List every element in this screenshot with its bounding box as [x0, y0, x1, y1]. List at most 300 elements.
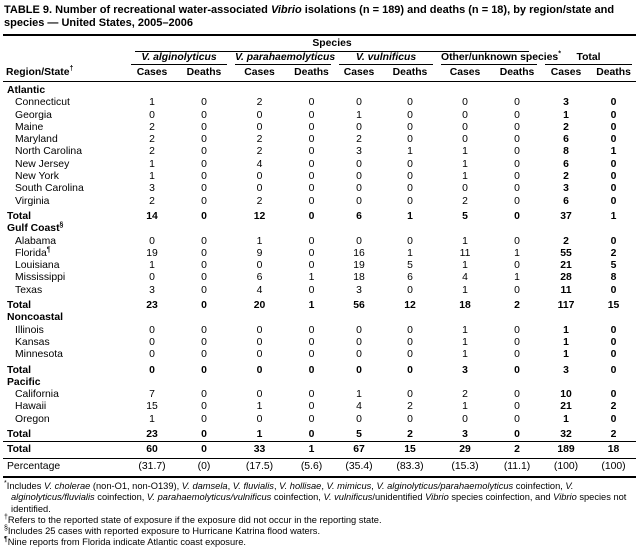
group-label: Other/unknown species [441, 52, 559, 63]
footnote-text: Includes 25 cases with reported exposure to Hurricane Katrina flood waters. [7, 526, 321, 537]
section-total-value: 23 [146, 429, 158, 441]
value-cell: 0 [514, 349, 520, 361]
section-total-value: 2 [610, 429, 617, 441]
value-cell: 1 [149, 171, 155, 183]
grand-total-row [3, 442, 636, 458]
value-cell: 0 [201, 235, 207, 247]
value-cell: 2 [356, 134, 362, 146]
percentage-value: (83.3) [383, 458, 437, 477]
value-cell: 0 [514, 324, 520, 336]
cases-header: Cases [231, 65, 288, 82]
value-cell: 0 [201, 324, 207, 336]
grand-total-value: 189 [541, 442, 591, 458]
value-cell: 0 [308, 235, 315, 247]
value-cell: 0 [308, 413, 315, 425]
section-total-value: 23 [146, 300, 158, 312]
state-name: South Carolina [15, 183, 84, 195]
footnote-text: Vibrio [553, 492, 577, 503]
grand-total-value: 1 [288, 442, 335, 458]
footnote-marker: * [558, 50, 561, 58]
total-value-cell: 0 [610, 336, 617, 348]
value-cell: 1 [462, 158, 468, 170]
value-cell: 0 [201, 183, 207, 195]
total-value-cell: 0 [610, 195, 617, 207]
value-cell: 0 [256, 171, 263, 183]
footnote [4, 526, 636, 537]
empty-cell [3, 52, 127, 65]
deaths-header: Deaths [591, 65, 636, 82]
footnote-text: coinfection, [94, 492, 147, 503]
value-cell: 0 [407, 235, 413, 247]
state-name: Illinois [15, 324, 44, 336]
value-cell: 0 [308, 109, 315, 121]
section-total-label: Total [7, 210, 32, 222]
value-cell: 1 [149, 260, 155, 272]
value-cell: 0 [256, 121, 263, 133]
footnote [4, 481, 636, 515]
grand-total-value: 18 [591, 442, 636, 458]
state-row [3, 146, 636, 158]
value-cell: 3 [356, 146, 362, 158]
value-cell: 0 [514, 401, 520, 413]
deaths-header: Deaths [493, 65, 541, 82]
percentage-value: (17.5) [231, 458, 288, 477]
value-cell: 0 [201, 260, 207, 272]
section-total-value: 0 [201, 364, 207, 376]
section-total-value: 56 [353, 300, 365, 312]
group-label: V. vulnificus [355, 52, 417, 63]
value-cell: 0 [356, 171, 362, 183]
value-cell: 0 [201, 272, 207, 284]
value-cell: 15 [146, 401, 158, 413]
empty-corner-cell [3, 38, 127, 52]
footnote-text: V. damsela [181, 480, 228, 491]
value-cell: 0 [356, 158, 362, 170]
state-row [3, 110, 636, 122]
section-total-row [3, 297, 636, 312]
section-total-value: 3 [563, 364, 569, 376]
value-cell: 0 [149, 324, 155, 336]
value-cell: 0 [407, 336, 413, 348]
section-total-label: Total [7, 364, 32, 376]
value-cell: 1 [256, 401, 263, 413]
section-total-value: 0 [201, 429, 207, 441]
footnote-text: species coinfection, and [448, 492, 554, 503]
value-cell: 0 [407, 158, 413, 170]
state-row [3, 414, 636, 426]
section-total-value: 3 [462, 364, 468, 376]
section-name: Atlantic [7, 85, 46, 96]
table-head [3, 38, 636, 82]
value-cell: 0 [407, 109, 413, 121]
section-total-value: 2 [407, 429, 413, 441]
species-label: Species [135, 38, 529, 52]
value-cell: 0 [514, 413, 520, 425]
footnote-text: V. parahaemolyticus/vulnificus [146, 492, 272, 503]
state-name: Mississippi [15, 272, 66, 284]
value-cell: 0 [462, 413, 468, 425]
value-cell: 0 [149, 272, 155, 284]
grand-total-label: Total [3, 442, 127, 458]
value-cell: 1 [308, 272, 315, 284]
footnote-marker: § [4, 525, 8, 532]
total-value-cell: 2 [563, 235, 569, 247]
value-cell: 1 [462, 324, 468, 336]
percentage-value: (11.1) [493, 458, 541, 477]
section-total-value: 0 [308, 364, 315, 376]
percentage-value: (5.6) [288, 458, 335, 477]
state-row [3, 285, 636, 297]
value-cell: 2 [462, 389, 468, 401]
section-total-value: 6 [356, 210, 362, 222]
grand-total-value: 0 [177, 442, 231, 458]
value-cell: 2 [462, 195, 468, 207]
value-cell: 4 [462, 272, 468, 284]
cases-header: Cases [335, 65, 383, 82]
value-cell: 0 [407, 324, 413, 336]
percentage-value: (15.3) [437, 458, 493, 477]
section-total-value: 0 [514, 429, 520, 441]
value-cell: 0 [201, 97, 207, 109]
section-total-value: 5 [462, 210, 468, 222]
total-value-cell: 0 [610, 324, 617, 336]
percentage-value: (31.7) [127, 458, 177, 477]
value-cell: 0 [407, 134, 413, 146]
value-cell: 0 [308, 260, 315, 272]
value-cell: 0 [356, 195, 362, 207]
state-name: Virginia [15, 195, 50, 207]
group-other-unknown [437, 50, 561, 65]
total-value-cell: 2 [563, 121, 569, 133]
value-cell: 0 [201, 336, 207, 348]
value-cell: 0 [356, 183, 362, 195]
value-cell: 2 [149, 195, 155, 207]
state-row [3, 134, 636, 146]
state-row [3, 183, 636, 195]
value-cell: 0 [356, 121, 362, 133]
footnote-text: /unidentified [372, 492, 426, 503]
value-cell: 0 [308, 97, 315, 109]
total-value-cell: 8 [563, 146, 569, 158]
footnote-text: Includes [6, 480, 44, 491]
value-cell: 1 [514, 247, 520, 259]
value-cell: 2 [256, 195, 263, 207]
grand-total-value: 2 [493, 442, 541, 458]
percentage-label: Percentage [3, 458, 127, 477]
group-header-row [3, 52, 636, 65]
value-cell: 0 [407, 97, 413, 109]
state-row [3, 159, 636, 171]
value-cell: 0 [514, 235, 520, 247]
value-cell: 2 [256, 146, 263, 158]
table-title [3, 3, 636, 36]
section-total-value: 18 [459, 300, 471, 312]
section-total-value: 0 [308, 210, 315, 222]
value-cell: 0 [256, 336, 263, 348]
state-name: New Jersey [15, 158, 70, 170]
total-value-cell: 2 [563, 171, 569, 183]
title-text: Vibrio [270, 4, 302, 16]
footnote-marker: § [59, 221, 64, 229]
value-cell: 0 [201, 349, 207, 361]
value-cell: 1 [462, 235, 468, 247]
value-cell: 0 [308, 389, 315, 401]
value-cell: 0 [201, 413, 207, 425]
value-cell: 0 [407, 183, 413, 195]
state-row [3, 122, 636, 134]
section-total-value: 1 [256, 429, 263, 441]
total-value-cell: 0 [610, 284, 617, 296]
value-cell: 0 [201, 134, 207, 146]
footnote-text: Refers to the reported state of exposure if the exposure did not occur in the reporting state. [7, 514, 382, 525]
value-cell: 0 [462, 109, 468, 121]
total-value-cell: 1 [563, 109, 569, 121]
value-cell: 0 [308, 247, 315, 259]
section-total-value: 37 [560, 210, 572, 222]
total-value-cell: 0 [610, 109, 617, 121]
value-cell: 6 [256, 272, 263, 284]
section-total-value: 14 [146, 210, 158, 222]
species-header [127, 38, 541, 52]
footnote [4, 537, 636, 548]
section-header-row [3, 223, 636, 235]
total-value-cell: 28 [560, 272, 572, 284]
value-cell: 0 [514, 195, 520, 207]
total-value-cell: 0 [610, 121, 617, 133]
value-cell: 0 [201, 195, 207, 207]
section-total-row [3, 208, 636, 223]
total-value-cell: 1 [563, 349, 569, 361]
value-cell: 1 [462, 401, 468, 413]
value-cell: 0 [308, 171, 315, 183]
value-cell: 0 [407, 349, 413, 361]
value-cell: 0 [149, 336, 155, 348]
footnote-text: Vibrio [425, 492, 449, 503]
total-value-cell: 1 [563, 336, 569, 348]
value-cell: 0 [201, 171, 207, 183]
value-cell: 0 [201, 158, 207, 170]
value-cell: 0 [149, 349, 155, 361]
footnote-text: V. hollisae [279, 480, 322, 491]
value-cell: 3 [356, 284, 362, 296]
value-cell: 0 [514, 260, 520, 272]
value-cell: 0 [356, 349, 362, 361]
value-cell: 0 [256, 109, 263, 121]
footnote-text: , [273, 480, 280, 491]
footnote-text: coinfection, [513, 480, 566, 491]
value-cell: 0 [356, 413, 362, 425]
value-cell: 19 [146, 247, 158, 259]
footnote-text: Nine reports from Florida indicate Atlantic coast exposure. [7, 537, 246, 548]
value-cell: 0 [308, 401, 315, 413]
value-cell: 0 [308, 146, 315, 158]
value-cell: 0 [407, 284, 413, 296]
footnote-text: species not identified. [11, 492, 627, 514]
section-name: Noncoastal [7, 312, 64, 324]
state-row [3, 248, 636, 260]
value-cell: 0 [356, 97, 362, 109]
state-row [3, 196, 636, 208]
state-name: Oregon [15, 413, 50, 425]
value-cell: 0 [256, 413, 263, 425]
state-name: Minnesota [15, 349, 63, 361]
total-value-cell: 0 [610, 389, 617, 401]
value-cell: 1 [407, 247, 413, 259]
state-row [3, 97, 636, 109]
value-cell: 0 [201, 109, 207, 121]
state-name: Connecticut [15, 97, 70, 109]
section-total-value: 12 [253, 210, 266, 222]
state-row [3, 272, 636, 284]
value-cell: 1 [149, 158, 155, 170]
value-cell: 0 [308, 158, 315, 170]
state-name: Maine [15, 121, 44, 133]
section-total-label: Total [7, 300, 32, 312]
group-label: V. parahaemolyticus [235, 52, 336, 63]
value-cell: 0 [462, 121, 468, 133]
footnote-marker: † [69, 65, 74, 73]
value-cell: 2 [256, 134, 263, 146]
section-total-value: 0 [308, 429, 315, 441]
grand-total-value: 33 [231, 442, 288, 458]
total-value-cell: 0 [610, 171, 617, 183]
state-row [3, 325, 636, 337]
group-label: Total [576, 52, 601, 63]
value-cell: 1 [356, 109, 362, 121]
value-cell: 0 [462, 97, 468, 109]
value-cell: 1 [256, 235, 263, 247]
value-cell: 0 [514, 121, 520, 133]
value-cell: 0 [514, 336, 520, 348]
value-cell: 0 [308, 183, 315, 195]
value-cell: 0 [308, 134, 315, 146]
section-name: Pacific [7, 376, 41, 388]
total-value-cell: 0 [610, 158, 617, 170]
value-cell: 6 [407, 272, 413, 284]
value-cell: 11 [459, 247, 471, 259]
section-total-value: 3 [462, 429, 468, 441]
cases-header: Cases [541, 65, 591, 82]
state-name: Alabama [15, 235, 57, 247]
value-cell: 4 [356, 401, 362, 413]
value-cell: 0 [256, 389, 263, 401]
value-cell: 1 [462, 336, 468, 348]
total-value-cell: 3 [563, 183, 569, 195]
footnote-text: (non-O1, non-O139), [90, 480, 182, 491]
value-cell: 0 [514, 389, 520, 401]
value-cell: 0 [514, 171, 520, 183]
total-value-cell: 2 [610, 401, 617, 413]
value-cell: 4 [256, 158, 263, 170]
value-cell: 0 [514, 146, 520, 158]
section-header-row [3, 82, 636, 98]
state-row [3, 401, 636, 413]
section-total-value: 20 [253, 300, 266, 312]
footnote-marker: ¶ [4, 536, 8, 544]
cases-header: Cases [127, 65, 177, 82]
value-cell: 0 [514, 134, 520, 146]
value-cell: 0 [514, 97, 520, 109]
value-cell: 1 [462, 146, 468, 158]
value-cell: 0 [407, 413, 413, 425]
value-cell: 0 [149, 109, 155, 121]
value-cell: 1 [462, 171, 468, 183]
section-total-value: 1 [308, 300, 315, 312]
total-value-cell: 0 [610, 183, 617, 195]
total-value-cell: 1 [563, 324, 569, 336]
footnote-text: , [321, 480, 327, 491]
section-total-value: 15 [607, 300, 620, 312]
value-cell: 0 [514, 109, 520, 121]
state-name: Texas [15, 284, 43, 296]
value-cell: 0 [308, 195, 315, 207]
footnote-text: coinfection, [271, 492, 324, 503]
section-total-value: 2 [514, 300, 520, 312]
footnote-text: V. alginolyticus/fluvialis [11, 480, 574, 503]
total-value-cell: 21 [560, 401, 572, 413]
percentage-value: (100) [541, 458, 591, 477]
total-value-cell: 0 [610, 134, 617, 146]
section-total-value: 12 [404, 300, 416, 312]
cases-header: Cases [437, 65, 493, 82]
footnote-text: V. cholerae [43, 480, 91, 491]
group-vulnificus [335, 52, 437, 65]
total-value-cell: 0 [610, 235, 617, 247]
total-value-cell: 5 [610, 260, 617, 272]
total-value-cell: 6 [563, 134, 569, 146]
value-cell: 0 [308, 349, 315, 361]
value-cell: 0 [462, 183, 468, 195]
value-cell: 0 [201, 389, 207, 401]
section-total-row [3, 362, 636, 377]
value-cell: 1 [462, 260, 468, 272]
total-value-cell: 1 [563, 413, 569, 425]
value-cell: 0 [256, 349, 263, 361]
state-name: California [15, 389, 59, 401]
value-cell: 1 [149, 97, 155, 109]
section-header-row [3, 312, 636, 324]
footnote-marker: † [4, 513, 8, 521]
state-name: Maryland [15, 134, 58, 146]
value-cell: 1 [356, 389, 362, 401]
section-total-value: 0 [256, 364, 263, 376]
value-cell: 0 [256, 183, 263, 195]
footnote-text: , [371, 480, 377, 491]
value-cell: 0 [201, 284, 207, 296]
section-total-row [3, 426, 636, 442]
group-alginolyticus [127, 52, 231, 65]
empty-cell-above-total [541, 38, 636, 52]
species-span-row [3, 38, 636, 52]
value-cell: 0 [356, 336, 362, 348]
section-total-value: 0 [514, 210, 520, 222]
section-total-value: 0 [407, 364, 413, 376]
value-cell: 0 [308, 324, 315, 336]
state-name: Hawaii [15, 401, 47, 413]
group-parahaemolyticus [231, 52, 335, 65]
value-cell: 0 [256, 260, 263, 272]
state-row [3, 349, 636, 361]
grand-total-value: 15 [383, 442, 437, 458]
value-cell: 0 [514, 284, 520, 296]
section-total-label: Total [7, 429, 32, 441]
value-cell: 2 [256, 97, 263, 109]
total-value-cell: 0 [610, 413, 617, 425]
value-cell: 3 [149, 183, 155, 195]
state-name: Florida¶ [15, 246, 51, 259]
value-cell: 0 [356, 235, 362, 247]
value-cell: 5 [407, 260, 413, 272]
